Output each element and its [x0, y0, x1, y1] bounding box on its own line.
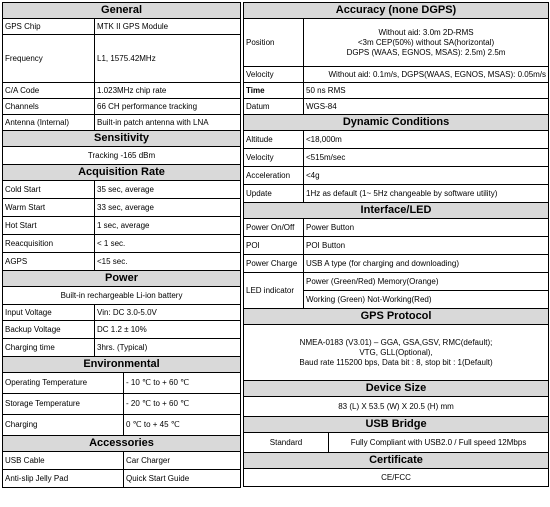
general-label: Channels — [3, 99, 95, 115]
acquisition-value: 1 sec, average — [95, 217, 241, 235]
table-row — [3, 99, 241, 115]
power-value: DC 1.2 ± 10% — [95, 321, 241, 339]
sensitivity-value: Tracking -165 dBm — [3, 147, 241, 165]
table-row — [3, 253, 241, 271]
table-row — [244, 131, 549, 149]
dynamic-value: <4g — [304, 167, 549, 185]
accuracy-velocity-value: Without aid: 0.1m/s, DGPS(WAAS, EGNOS, MSAS): 0.05m/s — [304, 67, 549, 83]
protocol-line: VTG, GLL(Optional), — [359, 347, 433, 357]
table-row — [3, 19, 241, 35]
power-label: Input Voltage — [3, 305, 95, 321]
table-row — [3, 305, 241, 321]
accuracy-time-value: 50 ns RMS — [304, 83, 549, 99]
acquisition-value: 35 sec, average — [95, 181, 241, 199]
accuracy-datum-value: WGS-84 — [304, 99, 549, 115]
environmental-label: Operating Temperature — [3, 373, 124, 394]
accuracy-time-label: Time — [244, 83, 304, 99]
spec-sheet — [2, 2, 548, 503]
table-row — [3, 115, 241, 131]
table-row — [244, 237, 549, 255]
general-label: C/A Code — [3, 83, 95, 99]
dynamic-label: Acceleration — [244, 167, 304, 185]
sensitivity-header: Sensitivity — [3, 131, 241, 147]
table-row — [244, 67, 549, 83]
protocol-line: Baud rate 115200 bps, Data bit : 8, stop bit : 1(Default) — [299, 357, 493, 367]
interface-value: Power Button — [304, 219, 549, 237]
acquisition-label: Reacquisition — [3, 235, 95, 253]
interface-value: USB A type (for charging and downloading) — [304, 255, 549, 273]
table-row — [244, 185, 549, 203]
power-label: Backup Voltage — [3, 321, 95, 339]
accessory-item: Car Charger — [124, 452, 241, 470]
table-row — [244, 273, 549, 291]
table-row — [244, 219, 549, 237]
general-header: General — [3, 3, 241, 19]
table-row — [244, 83, 549, 99]
acquisition-label: Hot Start — [3, 217, 95, 235]
table-row — [244, 19, 549, 67]
accessories-header: Accessories — [3, 436, 241, 452]
table-row — [3, 35, 241, 83]
acquisition-label: Cold Start — [3, 181, 95, 199]
table-row — [3, 373, 241, 394]
usb-bridge-header: USB Bridge — [244, 417, 549, 433]
usb-bridge-label: Standard — [244, 433, 329, 453]
table-row — [3, 394, 241, 415]
general-value: 1.023MHz chip rate — [95, 83, 241, 99]
position-line: <3m CEP(50%) without SA(horizontal) — [357, 37, 495, 47]
general-label: GPS Chip — [3, 19, 95, 35]
table-row — [3, 452, 241, 470]
power-battery: Built-in rechargeable Li-ion battery — [3, 287, 241, 305]
interface-value: POI Button — [304, 237, 549, 255]
table-row — [244, 149, 549, 167]
general-value: L1, 1575.42MHz — [95, 35, 241, 83]
accuracy-position-label: Position — [244, 19, 304, 67]
general-value: MTK II GPS Module — [95, 19, 241, 35]
table-row — [244, 325, 549, 381]
power-value: Vin: DC 3.0-5.0V — [95, 305, 241, 321]
accuracy-header: Accuracy (none DGPS) — [244, 3, 549, 19]
accessory-item: Anti-slip Jelly Pad — [3, 470, 124, 488]
general-label: Frequency — [3, 35, 95, 83]
accessory-item: Quick Start Guide — [124, 470, 241, 488]
interface-header: Interface/LED — [244, 203, 549, 219]
acquisition-label: Warm Start — [3, 199, 95, 217]
acquisition-value: <15 sec. — [95, 253, 241, 271]
accuracy-position-value — [304, 19, 549, 67]
accessory-item: USB Cable — [3, 452, 124, 470]
table-row — [3, 470, 241, 488]
table-row — [3, 415, 241, 436]
table-row — [244, 255, 549, 273]
interface-label: POI — [244, 237, 304, 255]
table-row — [3, 235, 241, 253]
environmental-value: - 20 ℃ to + 60 ℃ — [124, 394, 241, 415]
position-line: DGPS (WAAS, EGNOS, MSAS): 2.5m) 2.5m — [346, 47, 506, 57]
table-row — [244, 167, 549, 185]
led-indicator-label: LED indicator — [244, 273, 304, 309]
certificate-value: CE/FCC — [244, 469, 549, 487]
power-header: Power — [3, 271, 241, 287]
dynamic-label: Altitude — [244, 131, 304, 149]
interface-label: Power Charge — [244, 255, 304, 273]
table-row — [3, 217, 241, 235]
table-row — [244, 99, 549, 115]
dynamic-label: Update — [244, 185, 304, 203]
table-row — [3, 339, 241, 357]
acquisition-header: Acquisition Rate — [3, 165, 241, 181]
environmental-value: - 10 ℃ to + 60 ℃ — [124, 373, 241, 394]
table-row — [3, 199, 241, 217]
position-line: Without aid: 3.0m 2D-RMS — [378, 27, 474, 37]
dynamic-value: 1Hz as default (1~ 5Hz changeable by software utility) — [304, 185, 549, 203]
right-column — [243, 2, 548, 487]
protocol-line: NMEA-0183 (V3.01) – GGA, GSA,GSV, RMC(default); — [299, 337, 493, 347]
power-label: Charging time — [3, 339, 95, 357]
power-value: 3hrs. (Typical) — [95, 339, 241, 357]
environmental-label: Charging — [3, 415, 124, 436]
dynamic-header: Dynamic Conditions — [244, 115, 549, 131]
general-label: Antenna (Internal) — [3, 115, 95, 131]
left-spec-table — [2, 2, 241, 488]
table-row — [3, 181, 241, 199]
accuracy-datum-label: Datum — [244, 99, 304, 115]
accuracy-velocity-label: Velocity — [244, 67, 304, 83]
dynamic-value: <515m/sec — [304, 149, 549, 167]
left-column — [2, 2, 240, 488]
certificate-header: Certificate — [244, 453, 549, 469]
table-row — [244, 433, 549, 453]
device-size-value: 83 (L) X 53.5 (W) X 20.5 (H) mm — [244, 397, 549, 417]
table-row — [3, 321, 241, 339]
acquisition-label: AGPS — [3, 253, 95, 271]
right-spec-table — [243, 2, 549, 487]
protocol-header: GPS Protocol — [244, 309, 549, 325]
dynamic-label: Velocity — [244, 149, 304, 167]
acquisition-value: < 1 sec. — [95, 235, 241, 253]
general-value: 66 CH performance tracking — [95, 99, 241, 115]
led-indicator-line: Power (Green/Red) Memory(Orange) — [304, 273, 549, 291]
dynamic-value: <18,000m — [304, 131, 549, 149]
interface-label: Power On/Off — [244, 219, 304, 237]
table-row — [3, 83, 241, 99]
protocol-value — [244, 325, 549, 381]
environmental-header: Environmental — [3, 357, 241, 373]
environmental-value: 0 ℃ to + 45 ℃ — [124, 415, 241, 436]
general-value: Built-in patch antenna with LNA — [95, 115, 241, 131]
acquisition-value: 33 sec, average — [95, 199, 241, 217]
device-size-header: Device Size — [244, 381, 549, 397]
led-indicator-line: Working (Green) Not-Working(Red) — [304, 291, 549, 309]
usb-bridge-value: Fully Compliant with USB2.0 / Full speed 12Mbps — [329, 433, 549, 453]
environmental-label: Storage Temperature — [3, 394, 124, 415]
